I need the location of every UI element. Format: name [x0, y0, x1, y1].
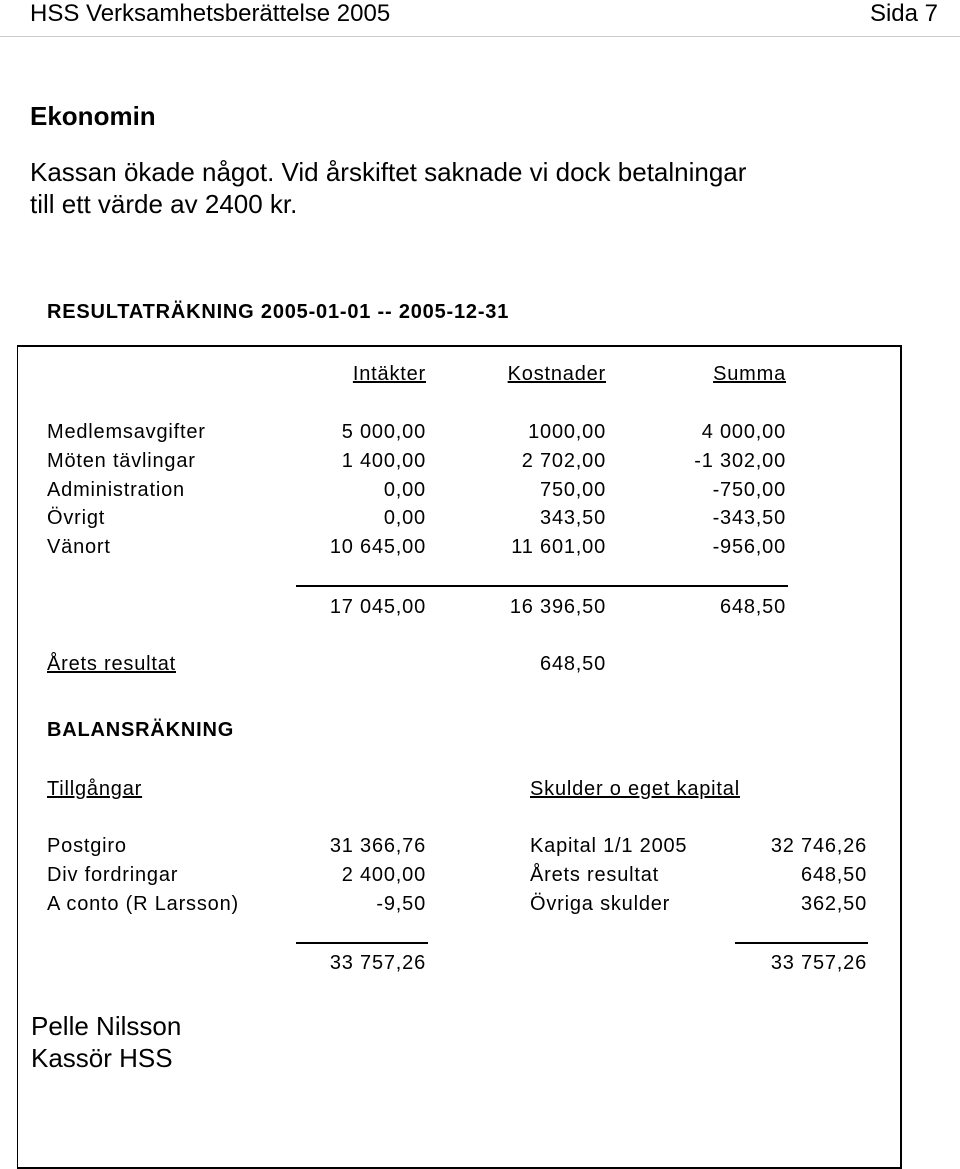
row-cost: 11 601,00	[511, 536, 606, 558]
balance-title: BALANSRÄKNING	[47, 719, 235, 741]
row-sum: -343,50	[712, 507, 786, 529]
total-sum: 648,50	[720, 596, 786, 618]
row-cost: 750,00	[540, 479, 606, 501]
liabilities-heading: Skulder o eget kapital	[530, 778, 740, 800]
liabilities-total-rule	[735, 942, 868, 944]
assets-total-rule	[296, 942, 428, 944]
col-header-cost: Kostnader	[507, 363, 606, 385]
liability-value: 648,50	[801, 864, 867, 886]
document-title: HSS Verksamhetsberättelse 2005	[30, 0, 391, 27]
row-sum: -956,00	[712, 536, 786, 558]
paragraph-line-1: Kassan ökade något. Vid årskiftet saknade vi dock betalningar	[30, 157, 747, 187]
row-label: Möten tävlingar	[47, 450, 196, 472]
paragraph-line-2: till ett värde av 2400 kr.	[30, 189, 298, 219]
col-header-sum: Summa	[713, 363, 786, 385]
liability-value: 32 746,26	[770, 835, 867, 857]
header-divider	[0, 36, 960, 37]
section-heading: Ekonomin	[30, 101, 156, 131]
row-income: 5 000,00	[341, 421, 426, 443]
col-header-income: Intäkter	[352, 363, 426, 385]
asset-value: 2 400,00	[341, 864, 426, 886]
row-income: 0,00	[383, 479, 426, 501]
liability-value: 362,50	[801, 893, 867, 915]
row-sum: -1 302,00	[694, 450, 786, 472]
row-sum: -750,00	[712, 479, 786, 501]
asset-value: 31 366,76	[329, 835, 426, 857]
liability-label: Kapital 1/1 2005	[530, 835, 688, 857]
total-cost: 16 396,50	[509, 596, 606, 618]
row-label: Administration	[47, 479, 185, 501]
row-income: 1 400,00	[341, 450, 426, 472]
total-income: 17 045,00	[329, 596, 426, 618]
row-label: Övrigt	[47, 507, 106, 529]
row-income: 10 645,00	[329, 536, 426, 558]
assets-heading: Tillgångar	[47, 778, 143, 800]
row-cost: 343,50	[540, 507, 606, 529]
asset-label: Div fordringar	[47, 864, 179, 886]
page-number: Sida 7	[869, 0, 938, 27]
row-label: Vänort	[47, 536, 111, 558]
liability-label: Övriga skulder	[530, 893, 671, 915]
row-label: Medlemsavgifter	[47, 421, 206, 443]
row-sum: 4 000,00	[701, 421, 786, 443]
liability-label: Årets resultat	[530, 864, 660, 886]
year-result-value: 648,50	[540, 653, 606, 675]
asset-value: -9,50	[376, 893, 426, 915]
row-cost: 1000,00	[528, 421, 606, 443]
row-cost: 2 702,00	[521, 450, 606, 472]
asset-label: Postgiro	[47, 835, 127, 857]
row-income: 0,00	[383, 507, 426, 529]
year-result-label: Årets resultat	[47, 653, 177, 675]
asset-label: A conto (R Larsson)	[47, 893, 239, 915]
assets-total: 33 757,26	[329, 952, 426, 974]
totals-rule	[296, 585, 788, 587]
liabilities-total: 33 757,26	[770, 952, 867, 974]
signature-name: Pelle Nilsson	[31, 1011, 182, 1041]
signature-role: Kassör HSS	[31, 1043, 173, 1073]
result-title: RESULTATRÄKNING 2005-01-01 -- 2005-12-31	[47, 301, 510, 323]
